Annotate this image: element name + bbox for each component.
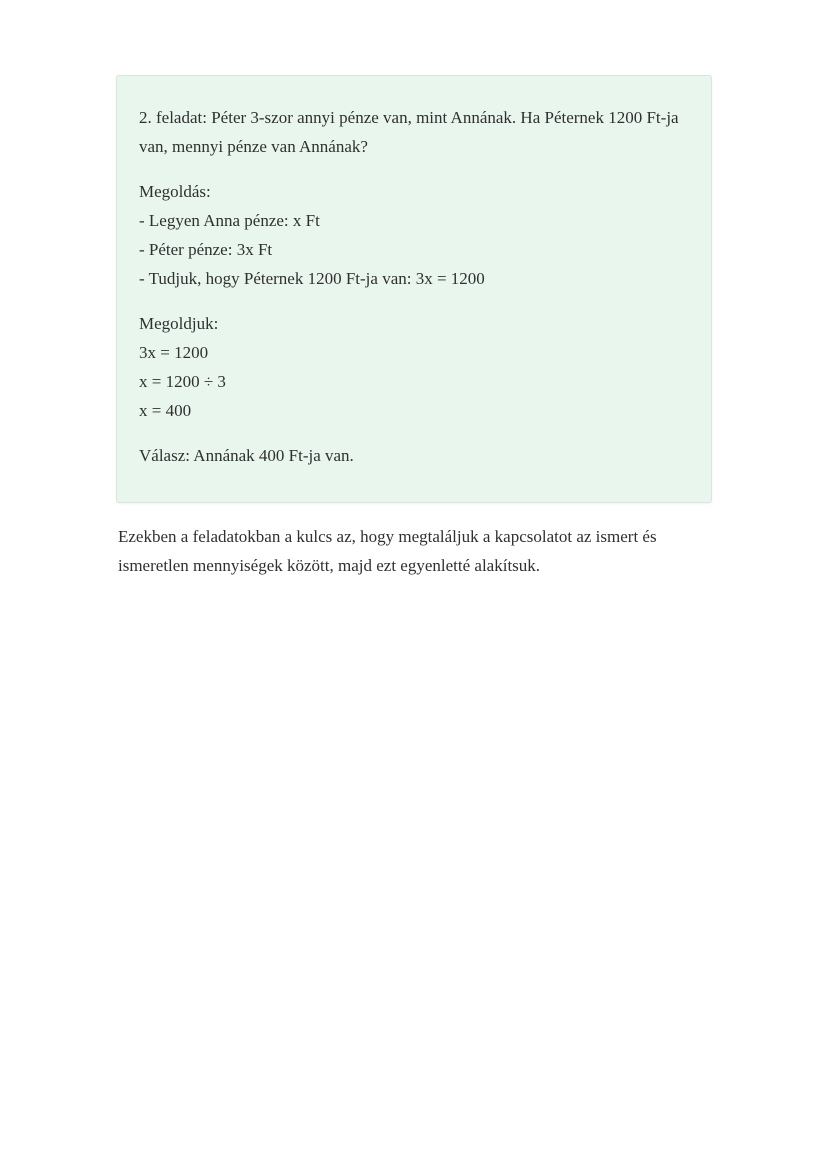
solution-heading: Megoldás: xyxy=(139,182,211,201)
work-heading: Megoldjuk: xyxy=(139,314,219,333)
solution-step: - Legyen Anna pénze: x Ft xyxy=(139,211,320,230)
solution-step: - Tudjuk, hogy Péternek 1200 Ft-ja van: 3x = 1200 xyxy=(139,269,485,288)
document-page xyxy=(116,0,712,580)
answer-line: Válasz: Annának 400 Ft-ja van. xyxy=(139,446,354,465)
solution-step: - Péter pénze: 3x Ft xyxy=(139,240,273,259)
equation-line: x = 1200 ÷ 3 xyxy=(139,372,226,391)
equation-line: x = 400 xyxy=(139,401,192,420)
solution-section xyxy=(139,177,689,293)
closing-paragraph: Ezekben a feladatokban a kulcs az, hogy megtaláljuk a kapcsolatot az ismert és ismeretlen mennyiségek között, majd ezt egyenletté alakítsuk. xyxy=(118,527,657,575)
equation-line: 3x = 1200 xyxy=(139,343,209,362)
work-section xyxy=(139,309,689,425)
solution-card xyxy=(116,75,712,503)
problem-statement: 2. feladat: Péter 3-szor annyi pénze van, mint Annának. Ha Péternek 1200 Ft-ja van, mennyi pénze van Annának? xyxy=(139,108,679,156)
